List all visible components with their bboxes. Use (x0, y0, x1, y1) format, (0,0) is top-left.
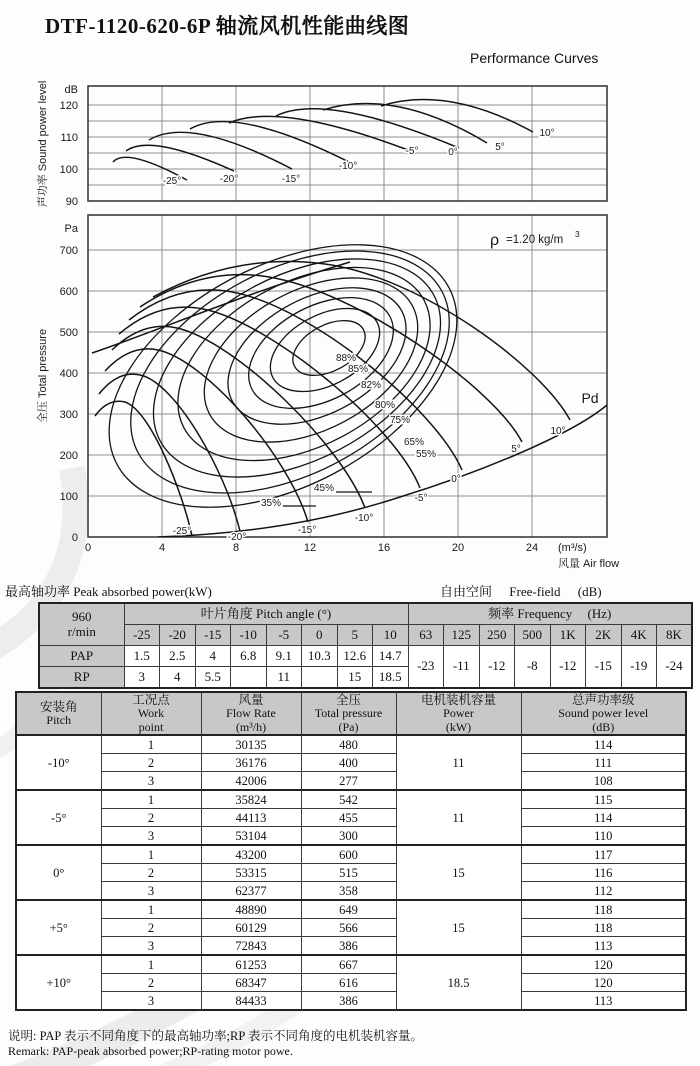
power-value: 11 (396, 790, 521, 845)
pressure-curve--10 (112, 326, 365, 508)
sound-curve--10 (190, 122, 351, 163)
p-ytick-300: 300 (59, 409, 78, 421)
pressure-value: 649 (301, 900, 396, 919)
p-xtick-8: 8 (232, 542, 240, 554)
table-row (16, 845, 686, 864)
header-power-en: Power (443, 706, 474, 721)
p-label-5: 5° (511, 444, 521, 455)
pap-value: 1.5 (124, 646, 160, 667)
header-sound-cn: 总声功率级 (571, 693, 635, 707)
free-field-caption (440, 581, 616, 600)
efficiency-contours (65, 191, 500, 562)
speed-cell (39, 603, 124, 646)
work-point: 2 (101, 864, 201, 882)
pitch-header-en: Pitch angle (256, 605, 315, 621)
pressure-value: 616 (301, 974, 396, 992)
header-power (396, 692, 521, 735)
sound-label--15: -15° (281, 174, 301, 185)
p-ytick-0: 0 (71, 532, 78, 544)
table-row (16, 955, 686, 974)
table-row (16, 900, 686, 919)
sound-ytick-100: 100 (59, 164, 78, 176)
work-point: 3 (101, 827, 201, 846)
sound-value: 118 (521, 900, 686, 919)
flow-value: 53315 (201, 864, 301, 882)
angles-freqs-row (39, 625, 692, 646)
pitch-cell: 0° (16, 845, 101, 900)
rp-value: 18.5 (373, 667, 409, 689)
freq-col: 125 (444, 625, 480, 646)
angle-col: -5 (266, 625, 302, 646)
sound-value: 110 (521, 827, 686, 846)
sound-ytick-110: 110 (60, 132, 78, 144)
table-row (16, 772, 686, 791)
flow-value: 84433 (201, 992, 301, 1011)
pap-value: 9.1 (266, 646, 302, 667)
flow-value: 53104 (201, 827, 301, 846)
speed-unit: r/min (67, 623, 96, 639)
freq-level-value: -23 (408, 646, 444, 689)
page-title: DTF-1120-620-6P 轴流风机性能曲线图 (45, 14, 410, 38)
p-ytick-600: 600 (59, 286, 78, 298)
flow-value: 68347 (201, 974, 301, 992)
pressure-y-unit: Pa (64, 223, 78, 235)
sound-value: 108 (521, 772, 686, 791)
freq-header-cn: 频率 (488, 605, 515, 621)
p-label--10: -10° (354, 513, 374, 524)
sound-value: 120 (521, 955, 686, 974)
sound-ytick-120: 120 (59, 100, 78, 112)
sound-label-10: 10° (539, 128, 555, 139)
pap-value: 10.3 (302, 646, 338, 667)
work-point: 1 (101, 845, 201, 864)
peak-power-caption-en: Peak absorbed power(kW) (73, 584, 212, 599)
power-value: 18.5 (396, 955, 521, 1010)
pressure-value: 386 (301, 937, 396, 956)
eff-label-82: 82% (360, 380, 382, 391)
pressure-value: 480 (301, 735, 396, 754)
free-field-caption-unit: (dB) (577, 584, 602, 599)
p-label--25: -25° (172, 526, 192, 537)
freq-col: 63 (408, 625, 444, 646)
header-flow-cn: 风量 (238, 693, 264, 707)
p-label--20: -20° (227, 532, 247, 543)
rp-value: 11 (266, 667, 302, 689)
pressure-value: 455 (301, 809, 396, 827)
header-pitch-en: Pitch (46, 713, 72, 728)
performance-curves-label: Performance Curves (470, 50, 599, 66)
pap-value: 6.8 (231, 646, 267, 667)
angle-col: -10 (231, 625, 267, 646)
freq-level-value: -11 (444, 646, 480, 689)
eff-label-80: 80% (374, 400, 396, 411)
header-pressure-cn: 全压 (335, 693, 361, 707)
header-sound-unit: (dB) (592, 719, 615, 734)
work-point: 2 (101, 809, 201, 827)
p-ytick-500: 500 (59, 327, 78, 339)
sound-label--10: -10° (338, 161, 358, 172)
angle-col: -20 (160, 625, 196, 646)
freq-col: 1K (550, 625, 586, 646)
header-work-en2: point (138, 719, 164, 734)
performance-table (15, 691, 687, 1011)
remark-en: Remark: PAP-peak absorbed power;RP-rating motor powe. (8, 1044, 293, 1058)
pitch-cell: +10° (16, 955, 101, 1010)
header-pressure (301, 692, 396, 735)
table-row (16, 809, 686, 827)
table-row (16, 790, 686, 809)
header-pressure-unit: (Pa) (338, 719, 359, 734)
pd-label: Pd (581, 390, 599, 406)
flow-value: 44113 (201, 809, 301, 827)
sound-label--20: -20° (219, 174, 239, 185)
pap-row-label: PAP (39, 646, 124, 667)
header-pitch (16, 692, 101, 735)
p-xtick-0: 0 (84, 542, 92, 554)
work-point: 1 (101, 735, 201, 754)
table-row (16, 974, 686, 992)
freq-col: 250 (479, 625, 515, 646)
freq-col: 2K (586, 625, 622, 646)
p-ytick-400: 400 (59, 368, 78, 380)
angle-col: -25 (124, 625, 160, 646)
freq-level-value: -12 (550, 646, 586, 689)
work-point: 1 (101, 900, 201, 919)
sound-y-axis-label: 声功率 Sound power level (37, 80, 49, 208)
header-work-en1: Work (137, 706, 165, 721)
sound-value: 113 (521, 937, 686, 956)
density-annotation (490, 229, 580, 249)
p-label--5: -5° (414, 493, 428, 504)
eff-label-45: 45% (313, 483, 335, 494)
table-row (16, 864, 686, 882)
p-ytick-700: 700 (59, 245, 78, 257)
pap-value: 12.6 (337, 646, 373, 667)
flow-value: 62377 (201, 882, 301, 901)
table-row (16, 937, 686, 956)
peak-power-caption (5, 581, 212, 600)
p-label-0: 0° (451, 474, 461, 485)
rp-row-label: RP (39, 667, 124, 689)
sound-label-0: 0° (448, 147, 458, 158)
sound-label-5: 5° (495, 142, 505, 153)
pitch-header-cn: 叶片角度 (200, 605, 253, 621)
table-row (16, 735, 686, 754)
speed-value: 960 (72, 608, 92, 624)
work-point: 2 (101, 919, 201, 937)
free-field-caption-cn: 自由空间 (440, 584, 493, 599)
sound-value: 118 (521, 919, 686, 937)
freq-level-value: -8 (515, 646, 551, 689)
freq-col: 500 (515, 625, 551, 646)
remark-cn: 说明: PAP 表示不同角度下的最高轴功率;RP 表示不同角度的电机装机容量。 (8, 1029, 423, 1043)
header-pitch-cn: 安装角 (39, 699, 78, 714)
table-row (16, 827, 686, 846)
pap-value: 4 (195, 646, 231, 667)
sound-power-chart (35, 81, 607, 208)
angle-col: 10 (373, 625, 409, 646)
sound-value: 114 (521, 735, 686, 754)
flow-value: 30135 (201, 735, 301, 754)
freq-header-en: Frequency (517, 605, 573, 621)
work-point: 3 (101, 937, 201, 956)
power-value: 11 (396, 735, 521, 790)
pd-curve (158, 405, 607, 537)
pap-value: 2.5 (160, 646, 196, 667)
performance-table-header (16, 692, 686, 735)
work-point: 2 (101, 754, 201, 772)
header-work-point (101, 692, 201, 735)
eff-label-65: 65% (403, 437, 425, 448)
pressure-value: 386 (301, 992, 396, 1011)
flow-value: 48890 (201, 900, 301, 919)
angle-col: 5 (337, 625, 373, 646)
peak-power-caption-cn: 最高轴功率 (5, 584, 71, 599)
power-value: 15 (396, 845, 521, 900)
table-row (16, 919, 686, 937)
work-point: 2 (101, 974, 201, 992)
pressure-value: 358 (301, 882, 396, 901)
header-flow-en: Flow Rate (226, 706, 276, 721)
rp-value: 15 (337, 667, 373, 689)
pressure-value: 300 (301, 827, 396, 846)
pitch-cell: +5° (16, 900, 101, 955)
pressure-curves-group (65, 191, 607, 562)
freq-col: 8K (657, 625, 693, 646)
flow-value: 60129 (201, 919, 301, 937)
flow-value: 36176 (201, 754, 301, 772)
freq-level-value: -12 (479, 646, 515, 689)
sound-value: 116 (521, 864, 686, 882)
pressure-value: 600 (301, 845, 396, 864)
rho-value: =1.20 kg/m (506, 234, 564, 246)
pressure-x-axis-label: 风量 Air flow (558, 558, 620, 570)
table-row (16, 882, 686, 901)
p-label--15: -15° (297, 525, 317, 536)
angle-col: 0 (302, 625, 338, 646)
pitch-cell: -5° (16, 790, 101, 845)
work-point: 3 (101, 772, 201, 791)
pitch-pressure-curves (92, 261, 570, 536)
freq-level-value: -19 (621, 646, 657, 689)
p-xtick-4: 4 (158, 542, 166, 554)
sound-label--5: -5° (405, 146, 419, 157)
header-power-cn: 电机装机容量 (420, 693, 496, 707)
eff-label-35: 35% (260, 498, 282, 509)
sound-value: 113 (521, 992, 686, 1011)
pressure-y-axis-label: 全压 Total pressure (37, 328, 49, 424)
pressure-x-unit: (m³/s) (558, 542, 587, 554)
header-pressure-en: Total pressure (314, 706, 383, 721)
p-xtick-20: 20 (451, 542, 465, 554)
sound-value: 117 (521, 845, 686, 864)
eff-label-88: 88% (335, 353, 357, 364)
work-point: 3 (101, 992, 201, 1011)
frequency-header (408, 603, 692, 625)
header-sound-en: Sound power level (558, 706, 649, 721)
rp-value (231, 667, 267, 689)
pressure-chart (35, 191, 619, 570)
rp-value (302, 667, 338, 689)
pressure-value: 277 (301, 772, 396, 791)
p-ytick-200: 200 (59, 450, 78, 462)
rp-value: 3 (124, 667, 160, 689)
sound-value: 112 (521, 882, 686, 901)
freq-level-value: -24 (657, 646, 693, 689)
work-point: 1 (101, 955, 201, 974)
rho-symbol: ρ (490, 232, 500, 249)
pitch-header-unit: (°) (317, 605, 332, 621)
eff-label-55: 55% (415, 449, 437, 460)
work-point: 3 (101, 882, 201, 901)
flow-value: 42006 (201, 772, 301, 791)
pitch-angle-header (124, 603, 408, 625)
header-power-unit: (kW) (445, 719, 472, 734)
free-field-caption-en: Free-field (509, 584, 561, 599)
angle-col: -15 (195, 625, 231, 646)
rp-value: 5.5 (195, 667, 231, 689)
work-point: 1 (101, 790, 201, 809)
sound-label--25: -25° (162, 176, 182, 187)
table-row (16, 754, 686, 772)
flow-value: 72843 (201, 937, 301, 956)
pressure-curve--5 (119, 307, 420, 488)
p-ytick-100: 100 (59, 491, 78, 503)
sound-curve--15 (149, 132, 292, 169)
pap-row (39, 646, 692, 667)
freq-col: 4K (621, 625, 657, 646)
pressure-value: 566 (301, 919, 396, 937)
header-flow-unit: (m³/h) (235, 719, 267, 734)
pitch-cell: -10° (16, 735, 101, 790)
peak-power-table (38, 602, 693, 689)
flow-value: 61253 (201, 955, 301, 974)
header-sound (521, 692, 686, 735)
table-row (16, 992, 686, 1011)
pressure-value: 515 (301, 864, 396, 882)
sound-value: 111 (521, 754, 686, 772)
header-work-cn: 工况点 (132, 693, 170, 707)
eff-label-85: 85% (347, 364, 369, 375)
p-xtick-12: 12 (303, 542, 317, 554)
sound-curves (113, 100, 533, 180)
sound-value: 115 (521, 790, 686, 809)
pressure-value: 542 (301, 790, 396, 809)
sound-value: 114 (521, 809, 686, 827)
pressure-value: 667 (301, 955, 396, 974)
flow-value: 35824 (201, 790, 301, 809)
pressure-value: 400 (301, 754, 396, 772)
sound-curve--20 (126, 145, 234, 171)
header-flow (201, 692, 301, 735)
p-label-10: 10° (550, 426, 566, 437)
rho-superscript: 3 (575, 229, 580, 239)
eff-label-75: 75% (389, 415, 411, 426)
sound-value: 120 (521, 974, 686, 992)
freq-level-value: -15 (586, 646, 622, 689)
freq-header-unit: (Hz) (587, 605, 612, 621)
sound-y-unit: dB (64, 84, 78, 96)
rp-value: 4 (160, 667, 196, 689)
p-xtick-16: 16 (377, 542, 391, 554)
sound-ytick-90: 90 (65, 196, 78, 208)
power-value: 15 (396, 900, 521, 955)
p-xtick-24: 24 (525, 542, 539, 554)
pap-value: 14.7 (373, 646, 409, 667)
flow-value: 43200 (201, 845, 301, 864)
